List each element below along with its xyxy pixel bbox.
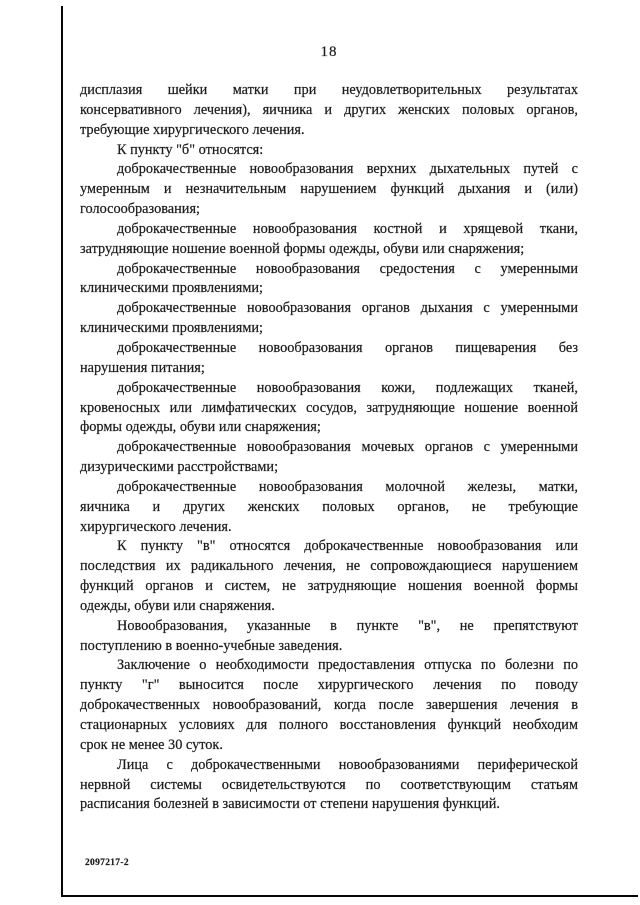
text-line: кровеносных или лимфатических сосудов, затрудняющие ношение военной	[80, 399, 578, 416]
text-line: доброкачественные новообразования костной и хрящевой ткани,	[117, 220, 578, 237]
text-line: поступлению в военно-учебные заведения.	[80, 637, 343, 654]
text-line: пункту "г" выносится после хирургического лечения по поводу	[80, 677, 578, 694]
text-line: требующие хирургического лечения.	[80, 121, 305, 138]
text-line: Лица с доброкачественными новообразованиями периферической	[117, 756, 578, 773]
text-line: расписания болезней в зависимости от степени нарушения функций.	[80, 796, 500, 813]
text-line: доброкачественные новообразования средостения с умеренными	[117, 260, 578, 277]
text-line: доброкачественные новообразования органов пищеварения без	[117, 339, 578, 356]
text-line: функций органов и систем, не затрудняющие ношения военной формы	[80, 578, 578, 595]
text-line: К пункту "в" относятся доброкачественные новообразования или	[117, 538, 578, 555]
text-line: клиническими проявлениями;	[80, 320, 263, 337]
text-line: хирургического лечения.	[80, 518, 232, 535]
text-line: Заключение о необходимости предоставления отпуска по болезни по	[117, 657, 578, 674]
text-line: дисплазия шейки матки при неудовлетворительных результатах	[80, 82, 578, 98]
text-line: голосообразования;	[80, 201, 200, 218]
text-line: дизурическими расстройствами;	[80, 459, 279, 476]
text-line: доброкачественные новообразования кожи, подлежащих тканей,	[117, 379, 578, 396]
text-line: Новообразования, указанные в пункте "в", не препятствуют	[117, 617, 578, 634]
text-line: доброкачественные новообразования мочевых органов с умеренными	[117, 439, 578, 456]
scan-border-left	[61, 6, 63, 896]
scan-border-bottom	[61, 895, 638, 897]
text-line: умеренным и незначительным нарушением функций дыхания и (или)	[80, 181, 578, 198]
text-line: нарушения питания;	[80, 359, 205, 376]
text-line: яичника и других женских половых органов, не требующие	[80, 498, 578, 515]
text-line: доброкачественные новообразования молочной железы, матки,	[117, 478, 578, 495]
page-number: 18	[320, 44, 338, 60]
text-line: затрудняющие ношение военной формы одежды, обуви или снаряжения;	[80, 240, 525, 257]
text-line: формы одежды, обуви или снаряжения;	[80, 419, 321, 436]
document-body-text	[80, 81, 578, 815]
text-line: нервной системы освидетельствуются по соответствующим статьям	[80, 776, 578, 793]
text-line: стационарных условиях для полного восстановления функций необходим	[80, 717, 578, 733]
text-line: доброкачественные новообразования верхних дыхательных путей с	[117, 161, 578, 178]
text-line: доброкачественных новообразований, когда после завершения лечения в	[80, 697, 578, 714]
text-line: одежды, обуви или снаряжения.	[80, 597, 275, 614]
text-line: доброкачественные новообразования органов дыхания с умеренными	[117, 300, 578, 317]
footer-document-code: 2097217-2	[85, 858, 129, 868]
text-line: последствия их радикального лечения, не сопровождающиеся нарушением	[80, 558, 578, 575]
text-line: консервативного лечения), яичника и других женских половых органов,	[80, 101, 578, 118]
text-line: срок не менее 30 суток.	[80, 736, 223, 753]
text-line: клиническими проявлениями;	[80, 280, 263, 297]
text-line: К пункту "б" относятся:	[117, 141, 264, 158]
